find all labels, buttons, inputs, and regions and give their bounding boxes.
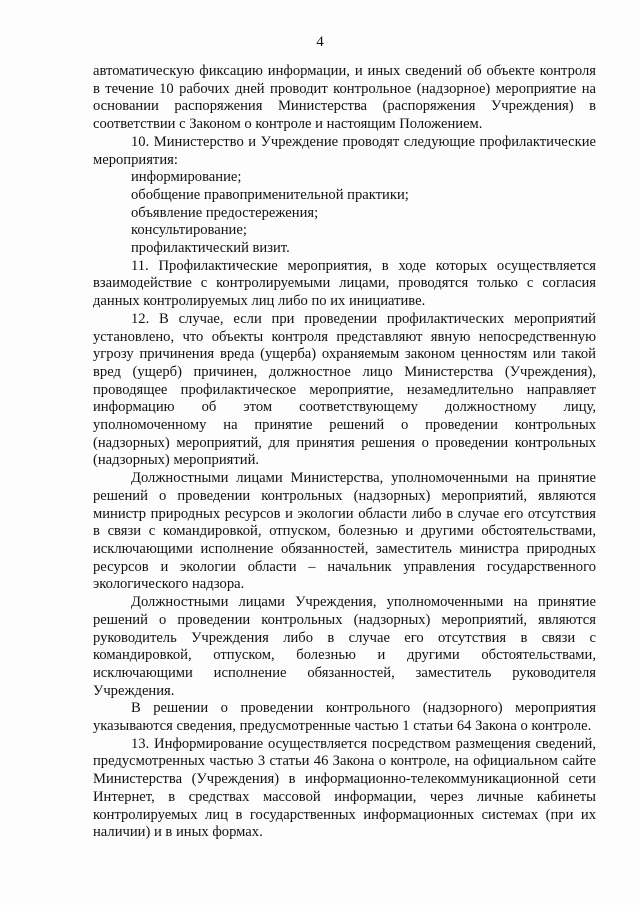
paragraph: 12. В случае, если при проведении профилактических мероприятий установлено, что объекты контроля представляют явную непосредственную угрозу причинения вреда (ущерба) охраняемым законом ценностям или такой вред (ущерб) причинен, должностное лицо Министерства (Учреждения), проводящее профилактическое мероприятие, незамедлительно направляет информацию об этом соответствующему должностному лицу, уполномоченному на принятие решений о проведении контрольных (надзорных) мероприятий, для принятия решения о проведении контрольных (надзорных) мероприятий.: [93, 310, 596, 469]
paragraph: 11. Профилактические мероприятия, в ходе которых осуществляется взаимодействие с контролируемыми лицами, проводятся только с согласия данных контролируемых лиц либо по их инициативе.: [93, 257, 596, 310]
list-item: объявление предостережения;: [131, 204, 319, 221]
paragraph: автоматическую фиксацию информации, и иных сведений об объекте контроля в течение 10 рабочих дней проводит контрольное (надзорное) мероприятие на основании распоряжения Министерства (распоряжения Учреждения) в соответствии с Законом о контроле и настоящим Положением.: [93, 63, 596, 133]
list-item: консультирование;: [131, 222, 247, 239]
paragraph: Должностными лицами Учреждения, уполномоченными на принятие решений о проведении контрольных (надзорных) мероприятий, являются руководитель Учреждения либо в случае его отсутствия в связи с командировкой, отпуском, болезнью и другими обстоятельствами, исключающими исполнение обязанностей, заместитель руководителя Учреждения.: [93, 594, 596, 699]
list-item: профилактический визит.: [131, 240, 290, 257]
document-body: [93, 63, 596, 842]
page-number: 4: [316, 34, 324, 50]
paragraph: В решении о проведении контрольного (надзорного) мероприятия указываются сведения, предусмотренные частью 1 статьи 64 Закона о контроле.: [93, 700, 596, 735]
paragraph: 10. Министерство и Учреждение проводят следующие профилактические мероприятия:: [93, 133, 596, 168]
list-item: информирование;: [131, 169, 242, 186]
paragraph: Должностными лицами Министерства, уполномоченными на принятие решений о проведении контрольных (надзорных) мероприятий, являются министр природных ресурсов и экологии области либо в случае его отсутствия в связи с командировкой, отпуском, болезнью и другими обстоятельствами, исключающими исполнение обязанностей, заместитель министра природных ресурсов и экологии области – начальник управления государственного экологического надзора.: [93, 470, 596, 593]
list-item: обобщение правоприменительной практики;: [131, 186, 409, 203]
paragraph: 13. Информирование осуществляется посредством размещения сведений, предусмотренных частью 3 статьи 46 Закона о контроле, на официальном сайте Министерства (Учреждения) в информационно-телекоммуникационной сети Интернет, в средствах массовой информации, через личные кабинеты контролируемых лиц в государственных информационных системах (при их наличии) и в иных формах.: [93, 735, 596, 841]
